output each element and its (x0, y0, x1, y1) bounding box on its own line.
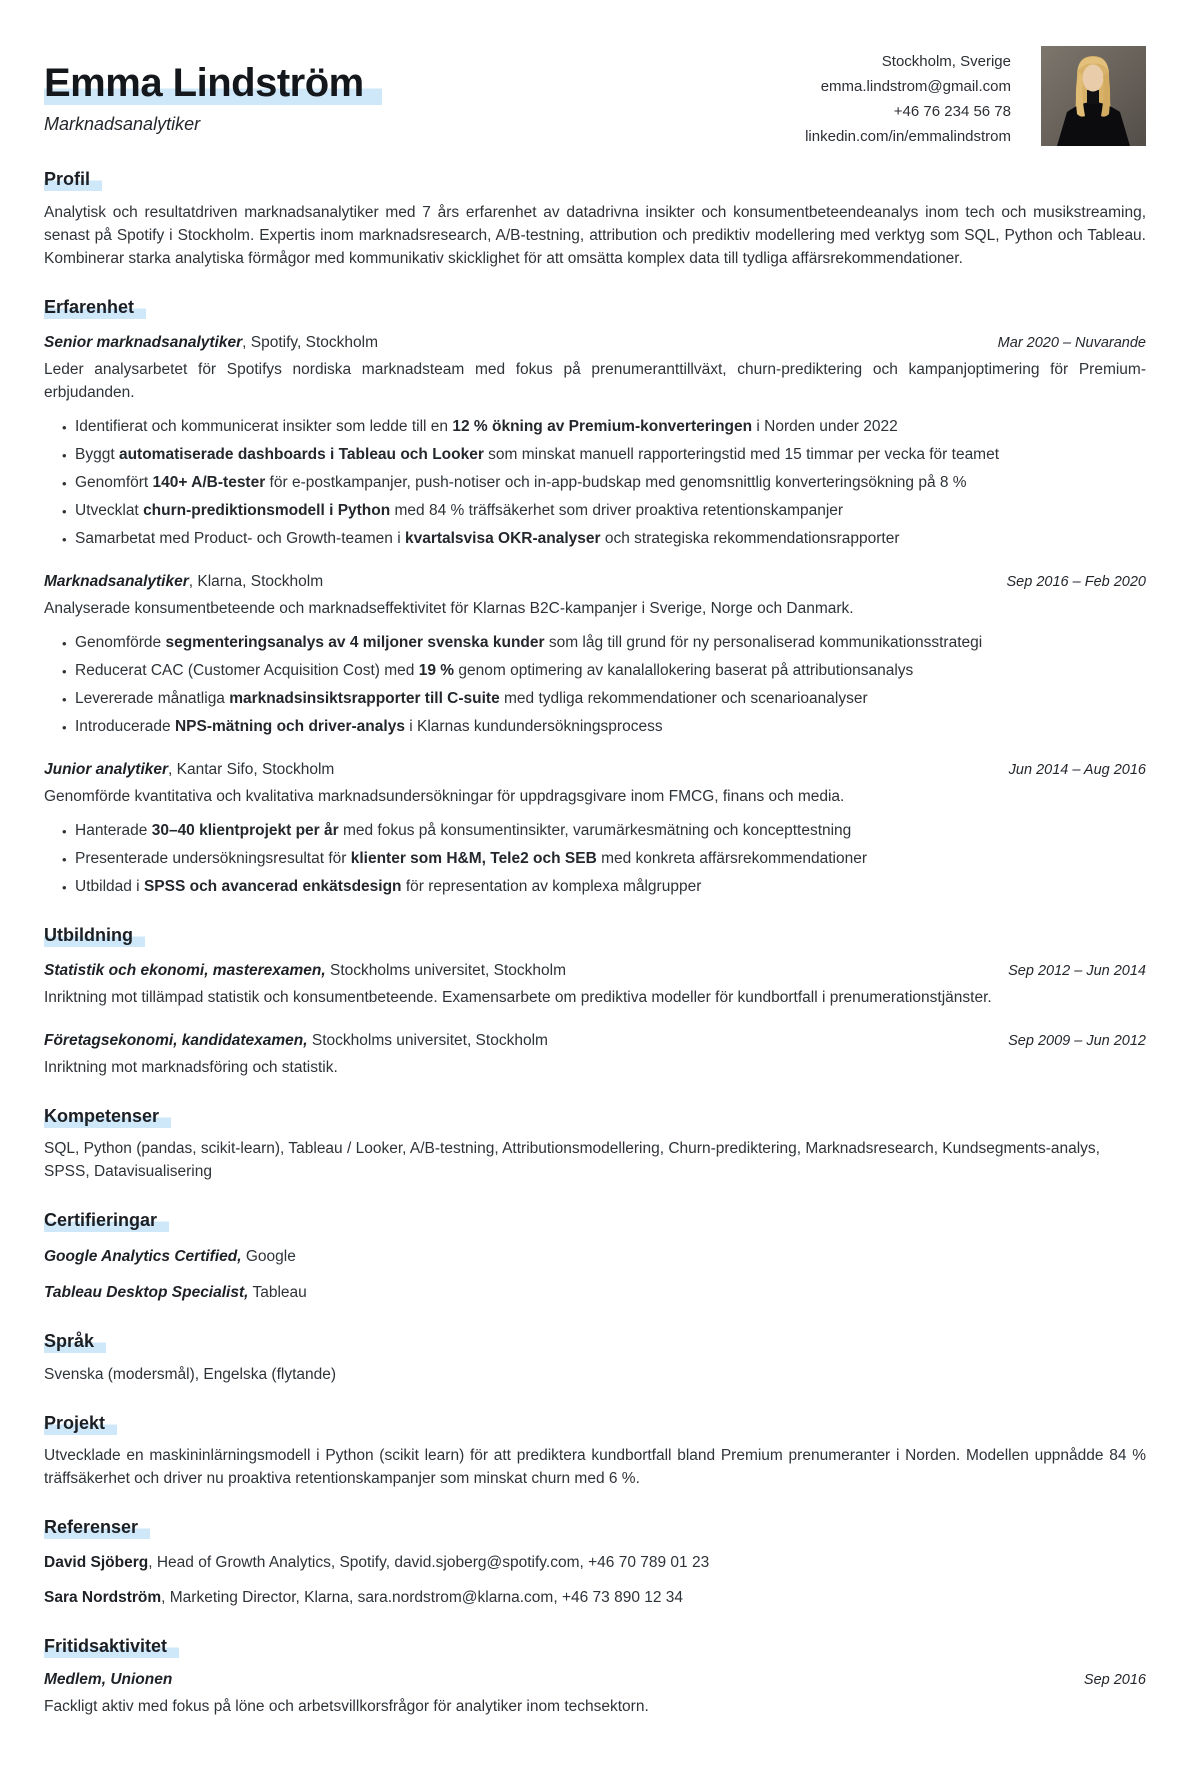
education-org: Stockholms universitet, Stockholm (307, 1031, 548, 1049)
reference-details: , Head of Growth Analytics, Spotify, david.sjoberg@spotify.com, +46 70 789 01 23 (148, 1553, 710, 1571)
education-title-row (44, 960, 1146, 982)
contact-linkedin: linkedin.com/in/emmalindstrom (805, 128, 1011, 145)
contact-location: Stockholm, Sverige (881, 53, 1011, 70)
contact-block (805, 46, 1011, 149)
certification-name: Tableau Desktop Specialist, (44, 1283, 249, 1301)
contact-email: emma.lindstrom@gmail.com (820, 78, 1011, 95)
job-summary: Genomförde kvantitativa och kvalitativa marknadsundersökningar för uppdragsgivare inom FMCG, finans och media. (44, 788, 845, 806)
bullet-text: som minskat manuell rapporteringstid med 15 timmar per vecka för teamet (483, 446, 1000, 464)
project-summary: Utvecklade en maskininlärningsmodell i Python (scikit learn) för att prediktera kundbortfall bland Premium prenumeranter i Norden. Modellen uppnådde 84 % träffsäkerhet och driver nu proaktiva retentionskampanjer som minskat churn med 6 %. (44, 1447, 1146, 1488)
section-erfarenhet (44, 297, 1146, 899)
section-heading-referenser (44, 1517, 1146, 1539)
candidate-title: Marknadsanalytiker (44, 114, 201, 135)
job-bullet (62, 715, 1146, 738)
bullet-highlight: SPSS och avancerad enkätsdesign (143, 878, 402, 896)
skills-list: SQL, Python (pandas, scikit-learn), Tableau / Looker, A/B-testning, Attributionsmodellering, Churn-prediktering, Marknadsresearch, Kundsegments-analys, SPSS, Datavisualisering (44, 1140, 1100, 1181)
reference-item (44, 1586, 1146, 1609)
education-desc: Inriktning mot marknadsföring och statistik. (44, 1058, 338, 1076)
job-bullet-list (44, 819, 1146, 898)
bullet-text: Byggt (75, 446, 119, 464)
job-dates: Jun 2014 – Aug 2016 (1008, 762, 1146, 779)
bullet-highlight: 19 % (418, 662, 455, 680)
bullet-text: Utvecklat (75, 502, 144, 520)
bullet-text: och strategiska rekommendationsrapporter (600, 530, 900, 548)
bullet-highlight: NPS-mätning och driver-analys (174, 718, 405, 736)
job-org: , Spotify, Stockholm (242, 334, 378, 352)
section-heading-label: Erfarenhet (44, 297, 146, 319)
contact-phone: +46 76 234 56 78 (893, 103, 1011, 120)
section-heading-fritidsaktivitet (44, 1636, 1146, 1658)
bullet-text: Introducerade (75, 718, 175, 736)
section-fritidsaktivitet (44, 1636, 1146, 1719)
job-title-row (44, 759, 1146, 781)
section-heading-utbildning (44, 925, 1146, 947)
section-kompetenser (44, 1106, 1146, 1184)
bullet-text: med fokus på konsumentinsikter, varumärkesmätning och koncepttestning (338, 822, 852, 840)
bullet-text: Levererade månatliga (75, 690, 230, 708)
section-heading-erfarenhet (44, 297, 1146, 319)
job-dates: Mar 2020 – Nuvarande (997, 335, 1146, 352)
section-sprak (44, 1331, 1146, 1386)
bullet-text: Identifierat och kommunicerat insikter som ledde till en (75, 418, 453, 436)
reference-item (44, 1551, 1146, 1574)
profile-summary: Analytisk och resultatdriven marknadsanalytiker med 7 års erfarenhet av datadrivna insikter och konsumentbeteendeanalys inom tech och musikstreaming, senast på Spotify i Stockholm. Expertis inom marknadsresearch, A/B-testning, attribution och prediktiv modellering med verktyg som SQL, Python och Tableau. Kombinerar starka analytiska förmågor med kommunikativ skicklighet för att omsätta komplex data till tydliga affärsrekommendationer. (44, 203, 1146, 267)
job-entry-spotify (44, 332, 1146, 550)
certification-name: Google Analytics Certified, (44, 1247, 242, 1265)
section-heading-profil (44, 169, 1146, 191)
job-title (44, 332, 378, 354)
bullet-text: Genomfört (75, 474, 153, 492)
education-dates: Sep 2009 – Jun 2012 (1008, 1032, 1146, 1049)
section-heading-label: Referenser (44, 1517, 150, 1539)
section-heading-label: Certifieringar (44, 1210, 169, 1232)
bullet-highlight: 12 % ökning av Premium-konverteringen (452, 418, 753, 436)
job-title (44, 571, 323, 593)
education-degree: Företagsekonomi, kandidatexamen, (44, 1031, 308, 1049)
job-bullet (62, 819, 1146, 842)
certification-item (44, 1245, 1146, 1268)
education-dates: Sep 2012 – Jun 2014 (1008, 962, 1146, 979)
bullet-text: i Norden under 2022 (752, 418, 898, 436)
bullet-text: i Klarnas kundundersökningsprocess (404, 718, 663, 736)
bullet-text: med tydliga rekommendationer och scenarioanalyser (499, 690, 868, 708)
section-heading-label: Språk (44, 1331, 106, 1353)
job-dates: Sep 2016 – Feb 2020 (1006, 574, 1146, 591)
job-summary: Leder analysarbetet för Spotifys nordiska marknadsteam med fokus på prenumeranttillväxt, churn-prediktering och kampanjoptimering för Premium-erbjudanden. (44, 361, 1146, 402)
job-entry-kantar (44, 759, 1146, 898)
languages-list: Svenska (modersmål), Engelska (flytande) (44, 1365, 337, 1383)
job-bullet-list (44, 631, 1146, 738)
job-bullet (62, 527, 1146, 550)
education-desc: Inriktning mot tillämpad statistik och konsumentbeteende. Examensarbete om prediktiva modeller för kundbortfall i prenumerationstjänster. (44, 988, 992, 1006)
job-org: , Klarna, Stockholm (188, 573, 324, 591)
section-referenser (44, 1517, 1146, 1609)
job-title-row (44, 571, 1146, 593)
job-summary: Analyserade konsumentbeteende och marknadseffektivitet för Klarnas B2C-kampanjer i Sverige, Norge och Danmark. (44, 600, 854, 618)
certification-issuer: Google (241, 1247, 296, 1265)
bullet-highlight: segmenteringsanalys av 4 miljoner svenska kunder (165, 634, 545, 652)
bullet-highlight: 30–40 klientprojekt per år (151, 822, 339, 840)
bullet-text: Samarbetat med Product- och Growth-teamen i (75, 530, 405, 548)
section-profil (44, 169, 1146, 270)
section-heading-label: Utbildning (44, 925, 145, 947)
job-bullet (62, 499, 1146, 522)
job-role: Senior marknadsanalytiker (44, 334, 243, 352)
section-heading-label: Kompetenser (44, 1106, 171, 1128)
section-heading-sprak (44, 1331, 1146, 1353)
job-org: , Kantar Sifo, Stockholm (168, 761, 335, 779)
bullet-highlight: churn-prediktionsmodell i Python (143, 502, 391, 520)
education-org: Stockholms universitet, Stockholm (325, 961, 567, 979)
bullet-highlight: kvartalsvisa OKR-analyser (404, 530, 601, 548)
job-entry-klarna (44, 571, 1146, 738)
education-degree: Statistik och ekonomi, masterexamen, (44, 961, 326, 979)
job-bullet (62, 415, 1146, 438)
section-utbildning (44, 925, 1146, 1079)
hobby-entry (44, 1669, 1146, 1718)
bullet-highlight: marknadsinsiktsrapporter till C-suite (229, 690, 500, 708)
hobby-desc: Fackligt aktiv med fokus på löne och arbetsvillkorsfrågor för analytiker inom techsektorn. (44, 1698, 649, 1716)
section-heading-projekt (44, 1413, 1146, 1435)
education-entry-master (44, 960, 1146, 1009)
bullet-text: Presenterade undersökningsresultat för (75, 850, 351, 868)
job-role: Junior analytiker (44, 761, 169, 779)
bullet-text: genom optimering av kanalallokering baserat på attributionsanalys (454, 662, 914, 680)
job-title (44, 759, 334, 781)
profile-photo (1041, 46, 1146, 146)
candidate-name: Emma Lindström (44, 62, 382, 105)
bullet-text: med konkreta affärsrekommendationer (596, 850, 868, 868)
section-heading-label: Projekt (44, 1413, 117, 1435)
section-certifieringar (44, 1210, 1146, 1304)
job-bullet (62, 443, 1146, 466)
job-bullet (62, 471, 1146, 494)
job-bullet-list (44, 415, 1146, 550)
bullet-text: Genomförde (75, 634, 166, 652)
bullet-highlight: klienter som H&M, Tele2 och SEB (350, 850, 597, 868)
reference-details: , Marketing Director, Klarna, sara.nordstrom@klarna.com, +46 73 890 12 34 (161, 1588, 684, 1606)
reference-name: Sara Nordström (44, 1588, 162, 1606)
section-heading-label: Profil (44, 169, 102, 191)
bullet-text: Utbildad i (75, 878, 144, 896)
hobby-title-row (44, 1669, 1146, 1691)
job-bullet (62, 659, 1146, 682)
reference-name: David Sjöberg (44, 1553, 149, 1571)
section-projekt (44, 1413, 1146, 1491)
bullet-highlight: 140+ A/B-tester (152, 474, 266, 492)
header (44, 46, 1146, 149)
education-entry-kandidat (44, 1030, 1146, 1079)
bullet-text: som låg till grund för ny personaliserad kommunikationsstrategi (544, 634, 983, 652)
bullet-text: för representation av komplexa målgrupper (401, 878, 702, 896)
education-title-row (44, 1030, 1146, 1052)
section-heading-kompetenser (44, 1106, 1146, 1128)
header-identity (44, 46, 805, 135)
hobby-title: Medlem, Unionen (44, 1671, 173, 1689)
job-role: Marknadsanalytiker (44, 573, 189, 591)
education-title (44, 1030, 548, 1052)
job-bullet (62, 687, 1146, 710)
job-bullet (62, 847, 1146, 870)
job-title-row (44, 332, 1146, 354)
education-title (44, 960, 566, 982)
job-bullet (62, 631, 1146, 654)
bullet-text: med 84 % träffsäkerhet som driver proaktiva retentionskampanjer (390, 502, 844, 520)
job-bullet (62, 875, 1146, 898)
section-heading-certifieringar (44, 1210, 1146, 1232)
certification-issuer: Tableau (248, 1283, 307, 1301)
bullet-highlight: automatiserade dashboards i Tableau och Looker (118, 446, 484, 464)
certification-item (44, 1281, 1146, 1304)
bullet-text: Reducerat CAC (Customer Acquisition Cost) med (75, 662, 419, 680)
section-heading-label: Fritidsaktivitet (44, 1636, 179, 1658)
hobby-dates: Sep 2016 (1083, 1672, 1146, 1689)
bullet-text: Hanterade (75, 822, 152, 840)
bullet-text: för e-postkampanjer, push-notiser och in-app-budskap med genomsnittlig konverteringsökning på 8 % (265, 474, 967, 492)
